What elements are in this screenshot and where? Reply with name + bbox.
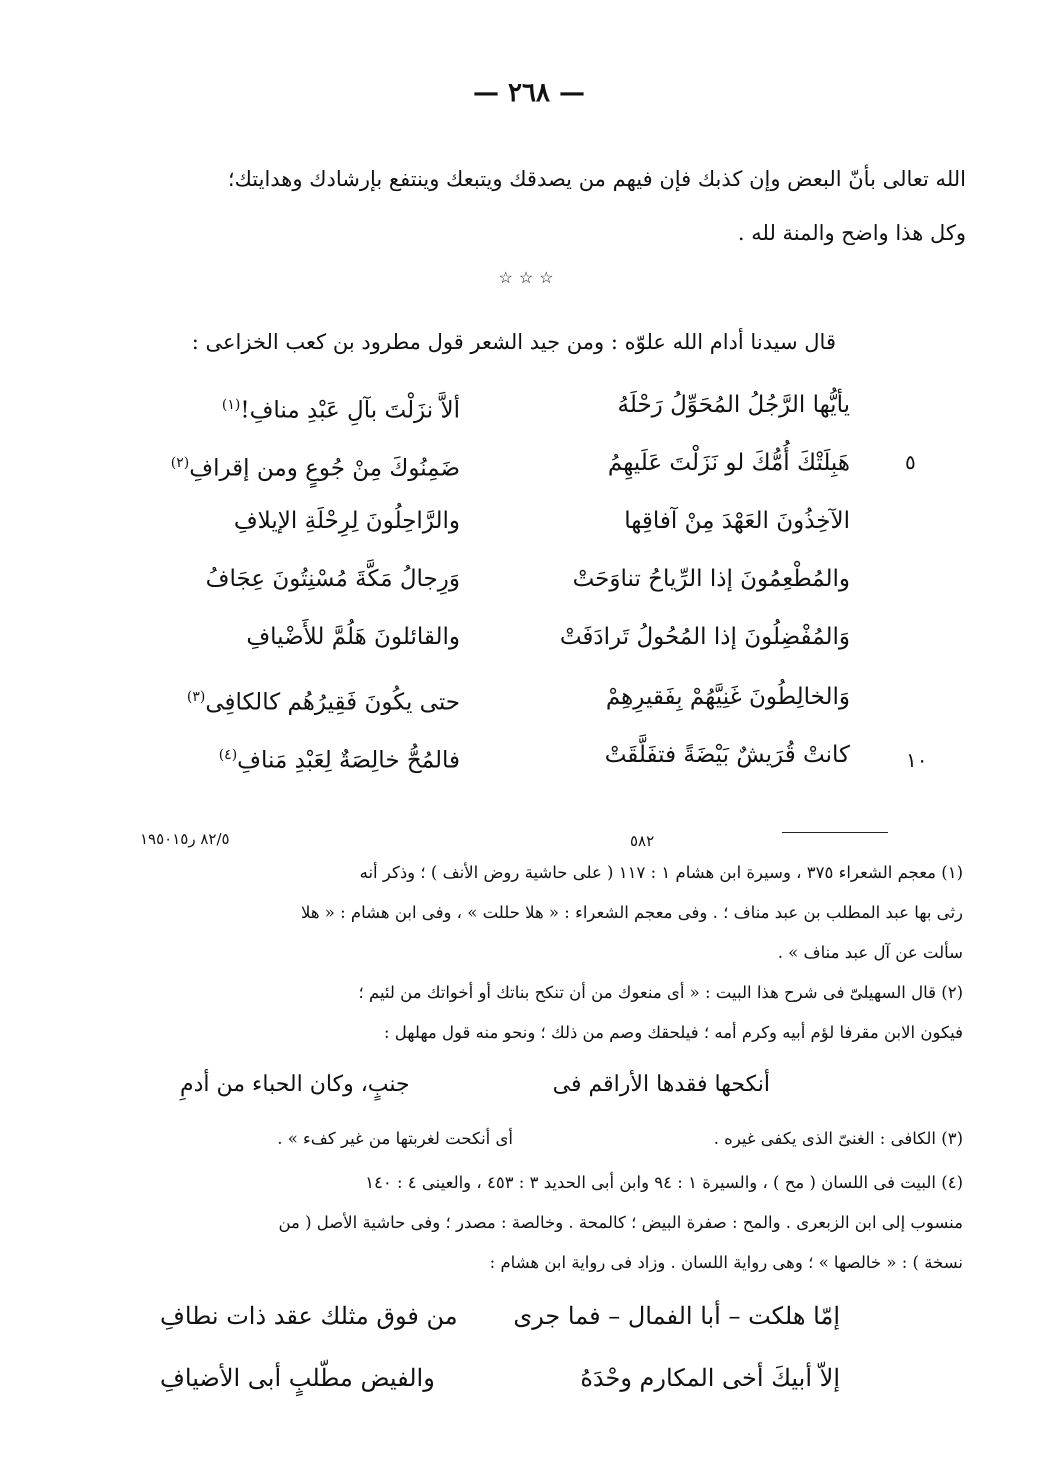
footnote-mark: (٤) <box>218 747 238 763</box>
poem-verse <box>110 438 850 488</box>
verse-first-hemistich: وَالخالِطُونَ غَنِيَّهُمْ بِفَقيرِهِمْ <box>605 684 850 710</box>
line-number: ١٠ <box>906 748 928 772</box>
poem-verse <box>110 612 850 662</box>
verse-second-text: حتى يكُونَ فَقِيرُهُم كالكافِى <box>205 689 460 716</box>
poem-verse <box>110 554 850 604</box>
verse-second-hemistich <box>110 730 460 786</box>
verse-second-hemistich <box>110 380 460 436</box>
footnote-1-line: سألت عن آل عبد مناف » . <box>777 943 963 962</box>
footnote-2-line: فيكون الابن مقرفا لؤم أبيه وكرم أمه ؛ فيلحقك وصم من ذلك ؛ ونحو منه قول مهلهل : <box>383 1023 963 1042</box>
footnote-4-line: نسخة ) : « خالصها » ؛ وهى رواية اللسان . وزاد فى رواية ابن هشام : <box>489 1253 963 1272</box>
footnote-verse-first: أنكحها فقدها الأراقم فى <box>552 1072 770 1097</box>
footnote-2-line: (٢) قال السهيلىّ فى شرح هذا البيت : « أى منعوك من أن تنكح بناتك أو أخواتك من لئيم ؛ <box>358 983 963 1002</box>
footnote-verse-second: من فوق مثلك عقد ذات نطافِ <box>160 1302 458 1330</box>
footnote-3: (٣) الكافى : الغنىّ الذى يكفى غيره . <box>713 1129 963 1148</box>
footnote-2-end: أى أنكحت لغربتها من غير كفء » . <box>277 1129 513 1148</box>
verse-second-hemistich: والرَّاحِلُونَ لِرِحْلَةِ الإيلافِ <box>233 508 460 534</box>
verse-second-hemistich: والقائلونَ هَلُمَّ للأَضْيافِ <box>246 624 460 650</box>
footnote-verse-second: جنبٍ، وكان الحباء من أدمِ <box>180 1072 410 1097</box>
verse-first-hemistich: الآخِذُونَ العَهْدَ مِنْ آفاقِها <box>624 508 850 534</box>
footnote-mark: (٢) <box>170 455 190 471</box>
footnote-4-line: منسوب إلى ابن الزبعرى . والمح : صفرة البيض ؛ كالمحة . وخالصة : مصدر ؛ وفى حاشية الأصل ( من <box>278 1213 963 1232</box>
footnote-verse-first: إمّا هلكت – أبا الفمال – فما جرى <box>513 1302 840 1330</box>
poem-verse <box>110 496 850 546</box>
verse-second-text: ضَمِنُوكَ مِنْ جُوعٍ ومن إقرافِ <box>189 455 460 482</box>
verse-first-hemistich: يأيُّها الرَّجُلُ المُحَوِّلُ رَحْلَهُ <box>617 392 850 418</box>
opening-line-2: وكل هذا واضح والمنة لله . <box>737 221 966 245</box>
verse-first-hemistich: هَبِلَتْكَ أُمُّكَ لو نَزَلْتَ عَلَيهِمُ <box>607 450 850 476</box>
footnote-1-line: (١) معجم الشعراء ٣٧٥ ، وسيرة ابن هشام ١ : ١١٧ ( على حاشية روض الأنف ) ؛ وذكر أنه <box>359 863 963 882</box>
poem-verse <box>110 730 850 780</box>
footnote-verse-first: إلاّ أبيكَ أخى المكارم وحْدَهُ <box>580 1364 840 1392</box>
verse-first-hemistich: والمُطْعِمُونَ إذا الرِّياحُ تناوَحَتْ <box>572 566 850 592</box>
verse-second-text: ألاَّ نزَلْتَ بآلِ عَبْدِ منافِ! <box>240 397 460 424</box>
footnote-divider <box>782 832 888 833</box>
verse-second-text: فالمُحُّ خالِصَةٌ لِعَبْدِ مَنافِ <box>237 747 460 774</box>
verse-first-hemistich: وَالمُفْضِلُونَ إذا المُحُولُ تَرادَفَتْ <box>559 624 850 650</box>
section-separator: ☆☆☆ <box>498 268 560 287</box>
line-number: ٥ <box>905 450 916 474</box>
footnote-4-line: (٤) البيت فى اللسان ( مح ) ، والسيرة ١ : ٩٤ وابن أبى الحديد ٣ : ٤٥٣ ، والعينى ٤ : ١٤٠ <box>365 1173 963 1192</box>
footnote-verse <box>180 1060 770 1110</box>
poem-verse <box>110 672 850 722</box>
opening-line-1: الله تعالى بأنّ البعض وإن كذبك فإن فيهم من يصدقك ويتبعك وينتفع بإرشادك وهدايتك؛ <box>227 167 966 191</box>
page-number: — ٢٦٨ — <box>472 78 586 108</box>
footnote-mark: (٣) <box>186 689 206 705</box>
footnote-4-verse <box>160 1288 840 1344</box>
footnote-mark: (١) <box>221 397 241 413</box>
footnote-1-line: رثى بها عبد المطلب بن عبد مناف ؛ . وفى معجم الشعراء : « هلا حللت » ، وفى ابن هشام : « هلا <box>300 903 963 922</box>
verse-second-hemistich <box>110 438 460 494</box>
poem-verse <box>110 380 850 430</box>
verse-second-hemistich: وَرِجالُ مَكَّةَ مُسْنِتُونَ عِجَافُ <box>205 566 460 592</box>
verse-second-hemistich <box>110 672 460 728</box>
handwritten-stamp: ٨٢/٥ ر١٩٥٠١٥ <box>140 830 230 848</box>
footnote-verse-second: والفيض مطّلبٍ أبى الأضيافِ <box>160 1364 435 1392</box>
poem-intro: قال سيدنا أدام الله علوّه : ومن جيد الشعر قول مطرود بن كعب الخزاعى : <box>191 330 836 354</box>
verse-first-hemistich: كانتْ قُرَيشٌ بَيْضَةً فتفَلَّقَتْ <box>604 742 850 768</box>
handwritten-stamp: ٥٨٢ <box>630 832 655 850</box>
footnote-4-verse <box>160 1350 840 1406</box>
